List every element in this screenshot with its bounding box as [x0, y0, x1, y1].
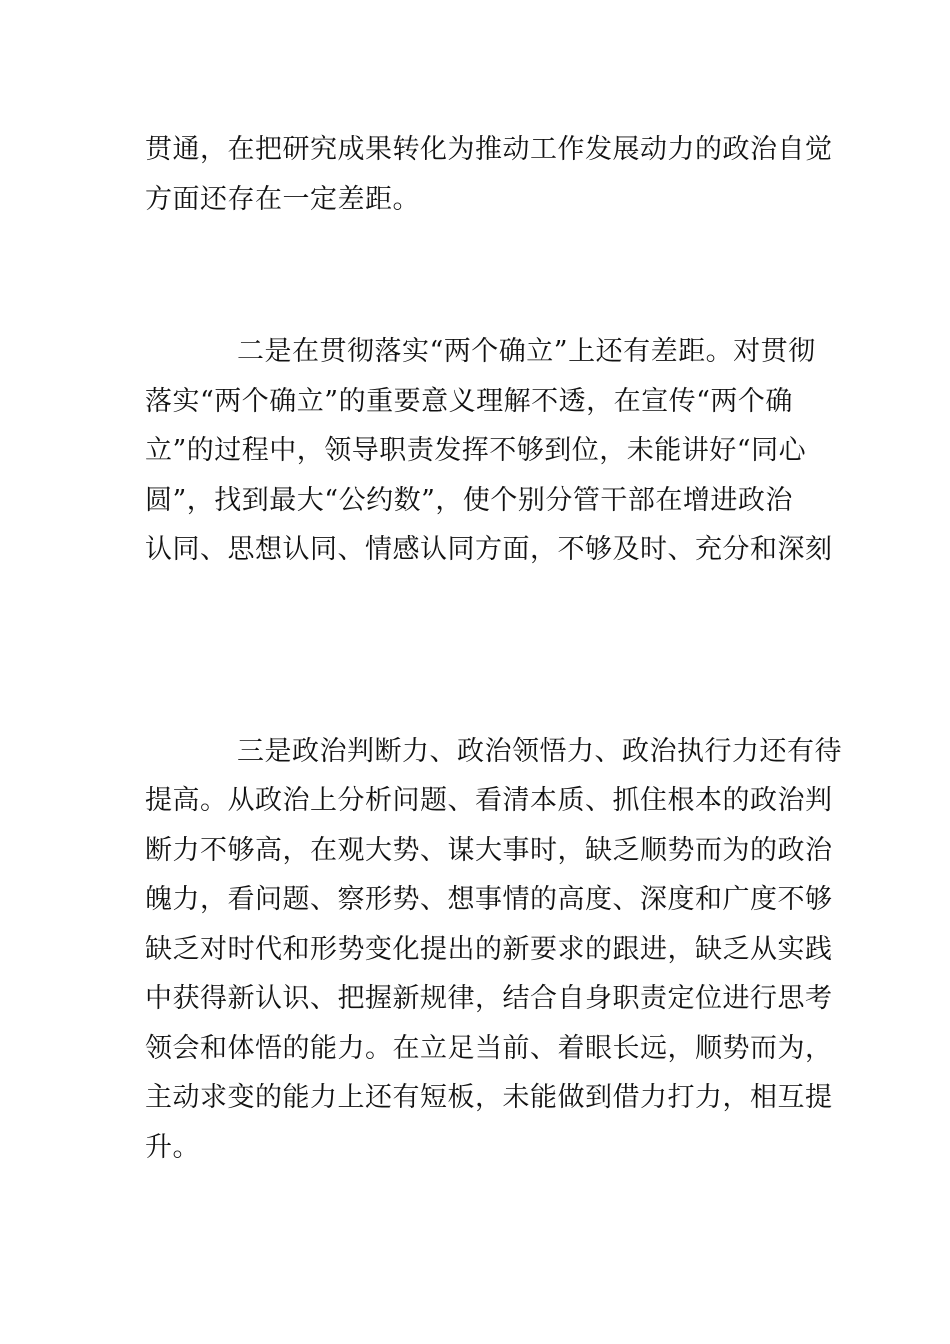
- text-line: 立”的过程中，领导职责发挥不够到位，未能讲好“同心: [145, 435, 807, 466]
- text-line: 圆”，找到最大“公约数”，使个别分管干部在增进政治: [145, 485, 793, 516]
- text-line: 二是在贯彻落实“两个确立”上还有差距。对贯彻: [237, 336, 816, 367]
- text-line: 方面还存在一定差距。: [145, 184, 420, 215]
- text-line: 提高。从政治上分析问题、看清本质、抓住根本的政治判: [145, 785, 833, 816]
- text-line: 断力不够高，在观大势、谋大事时，缺乏顺势而为的政治: [145, 835, 833, 866]
- text-line: 魄力，看问题、察形势、想事情的高度、深度和广度不够: [145, 884, 833, 915]
- text-line: 认同、思想认同、情感认同方面，不够及时、充分和深刻: [145, 534, 833, 565]
- text-line: 升。: [145, 1132, 200, 1163]
- text-line: 领会和体悟的能力。在立足当前、着眼长远，顺势而为，: [145, 1033, 833, 1064]
- text-line: 缺乏对时代和形势变化提出的新要求的跟进，缺乏从实践: [145, 934, 833, 965]
- text-line: 中获得新认识、把握新规律，结合自身职责定位进行思考: [145, 983, 833, 1014]
- text-line: 落实“两个确立”的重要意义理解不透，在宣传“两个确: [145, 386, 793, 417]
- text-line: 贯通，在把研究成果转化为推动工作发展动力的政治自觉: [145, 134, 833, 165]
- text-line: 三是政治判断力、政治领悟力、政治执行力还有待: [237, 736, 842, 767]
- text-line: 主动求变的能力上还有短板，未能做到借力打力，相互提: [145, 1082, 833, 1113]
